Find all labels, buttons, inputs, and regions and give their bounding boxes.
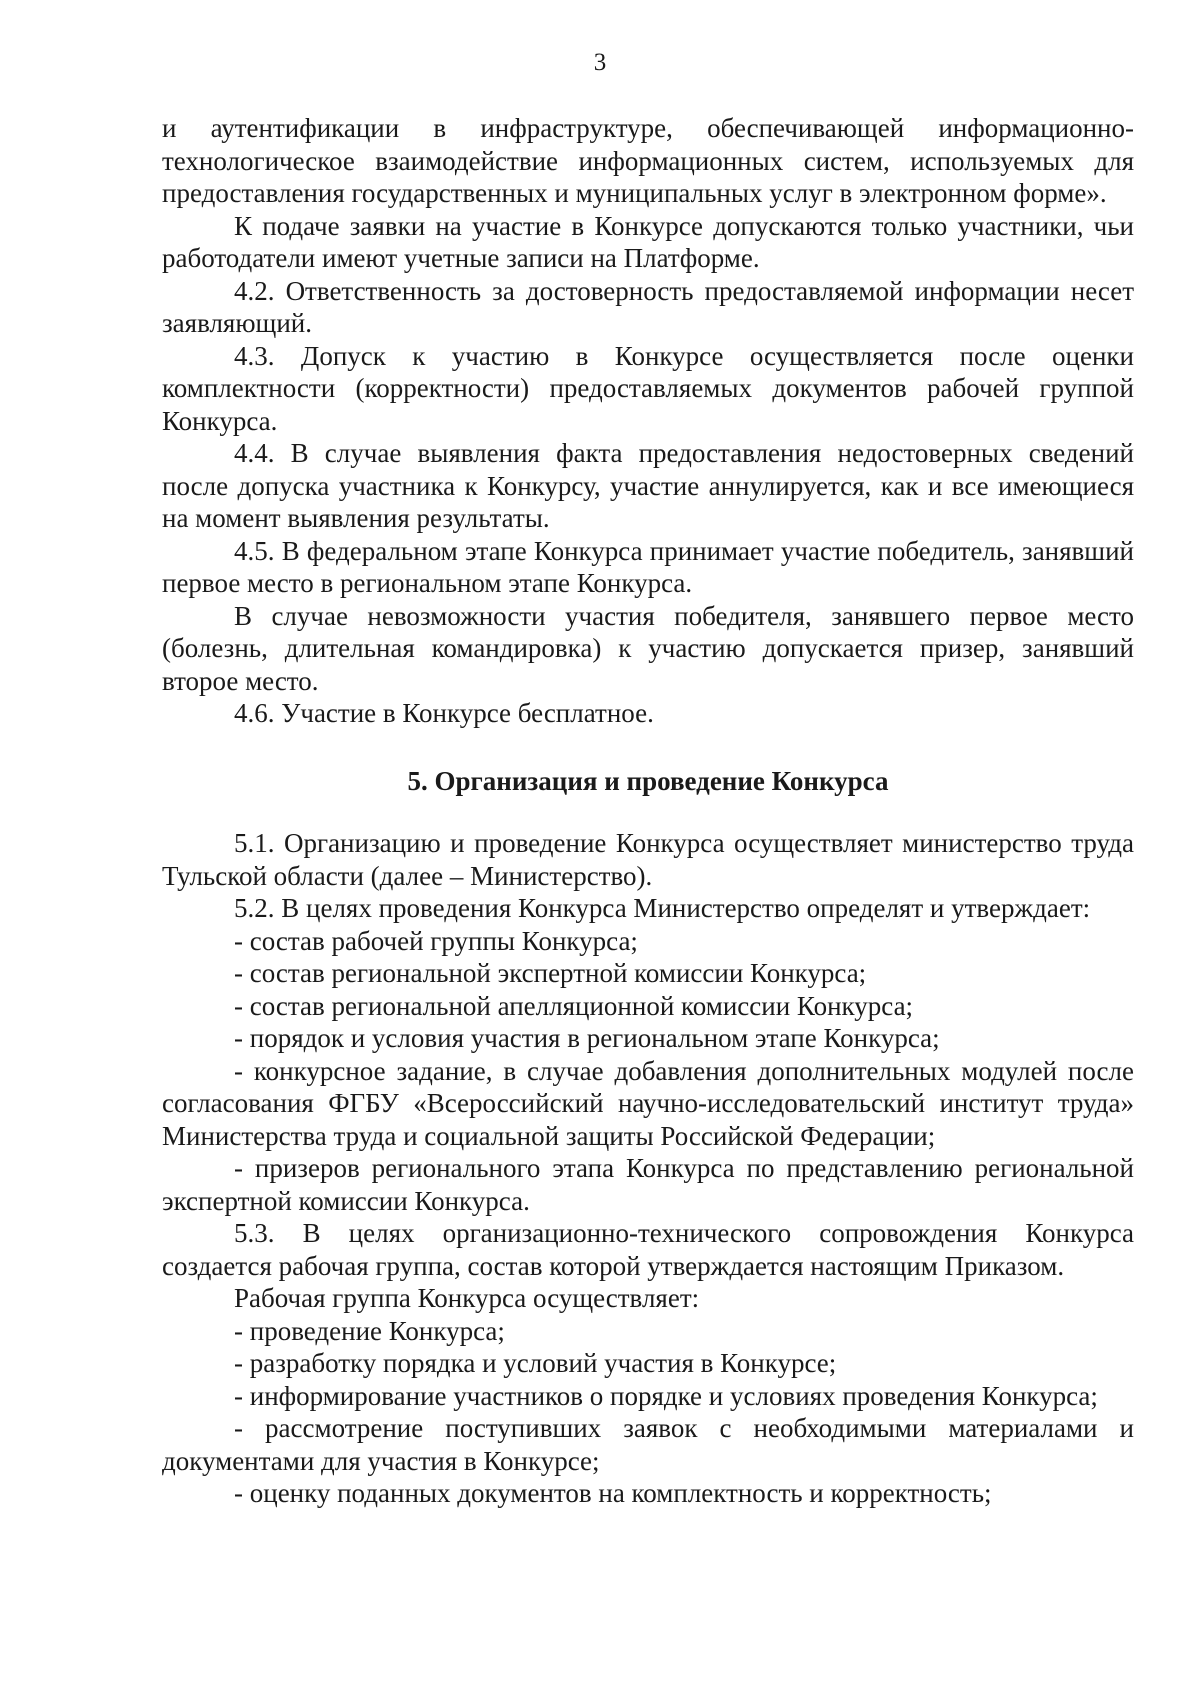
list-item: - состав региональной апелляционной комиссии Конкурса; — [234, 990, 914, 1021]
paragraph-working-group: Рабочая группа Конкурса осуществляет: — [234, 1283, 700, 1313]
paragraph-continuation: и аутентификации в инфраструктуре, обеспечивающей информационно-технологическое взаимодействие информационных систем, используемых для предоставления государственных и муниципальных услуг в электронном форме». — [162, 113, 1134, 208]
paragraph-4-5: 4.5. В федеральном этапе Конкурса принимает участие победитель, занявший первое место в региональном этапе Конкурса. — [162, 535, 1134, 598]
list-item: - информирование участников о порядке и условиях проведения Конкурса; — [234, 1380, 1098, 1411]
list-item: - разработку порядка и условий участия в Конкурсе; — [234, 1348, 837, 1378]
paragraph-4-4: 4.4. В случае выявления факта предоставления недостоверных сведений после допуска участника к Конкурсу, участие аннулируется, как и все имеющиеся на момент выявления результаты. — [162, 438, 1134, 533]
section-heading: 5. Организация и проведение Конкурса — [407, 765, 889, 796]
document-body — [162, 112, 1134, 1510]
paragraph-5-2: 5.2. В целях проведения Конкурса Министерство определят и утверждает: — [234, 893, 1091, 923]
paragraph-4-2: 4.2. Ответственность за достоверность предоставляемой информации несет заявляющий. — [162, 275, 1134, 338]
list-item: - конкурсное задание, в случае добавления дополнительных модулей после согласования ФГБУ «Всероссийский научно-исследовательский институт труда» Министерства труда и социальной защиты Российской Федерации; — [162, 1055, 1134, 1151]
paragraph-replacement: В случае невозможности участия победителя, занявшего первое место (болезнь, длительная командировка) к участию допускается призер, занявший второе место. — [162, 600, 1134, 696]
paragraph-admission: К подаче заявки на участие в Конкурсе допускаются только участники, чьи работодатели имеют учетные записи на Платформе. — [162, 210, 1134, 273]
paragraph-5-1: 5.1. Организацию и проведение Конкурса осуществляет министерство труда Тульской области (далее – Министерство). — [162, 828, 1134, 891]
list-item: - рассмотрение поступивших заявок с необходимыми материалами и документами для участия в Конкурсе; — [162, 1413, 1134, 1476]
paragraph-4-6: 4.6. Участие в Конкурсе бесплатное. — [234, 698, 654, 728]
list-item: - состав рабочей группы Конкурса; — [234, 925, 638, 956]
list-item: - призеров регионального этапа Конкурса по представлению региональной экспертной комиссии Конкурса. — [162, 1153, 1134, 1216]
list-item: - оценку поданных документов на комплектность и корректность; — [234, 1478, 992, 1508]
list-item: - порядок и условия участия в региональном этапе Конкурса; — [234, 1023, 940, 1053]
list-item: - проведение Конкурса; — [234, 1315, 505, 1346]
list-item: - состав региональной экспертной комиссии Конкурса; — [234, 958, 867, 988]
paragraph-4-3: 4.3. Допуск к участию в Конкурсе осуществляется после оценки комплектности (корректности) предоставляемых документов рабочей группой Конкурса. — [162, 340, 1134, 436]
page-number: 3 — [593, 49, 607, 76]
paragraph-5-3: 5.3. В целях организационно-технического сопровождения Конкурса создается рабочая группа, состав которой утверждается настоящим Приказом. — [162, 1218, 1134, 1281]
